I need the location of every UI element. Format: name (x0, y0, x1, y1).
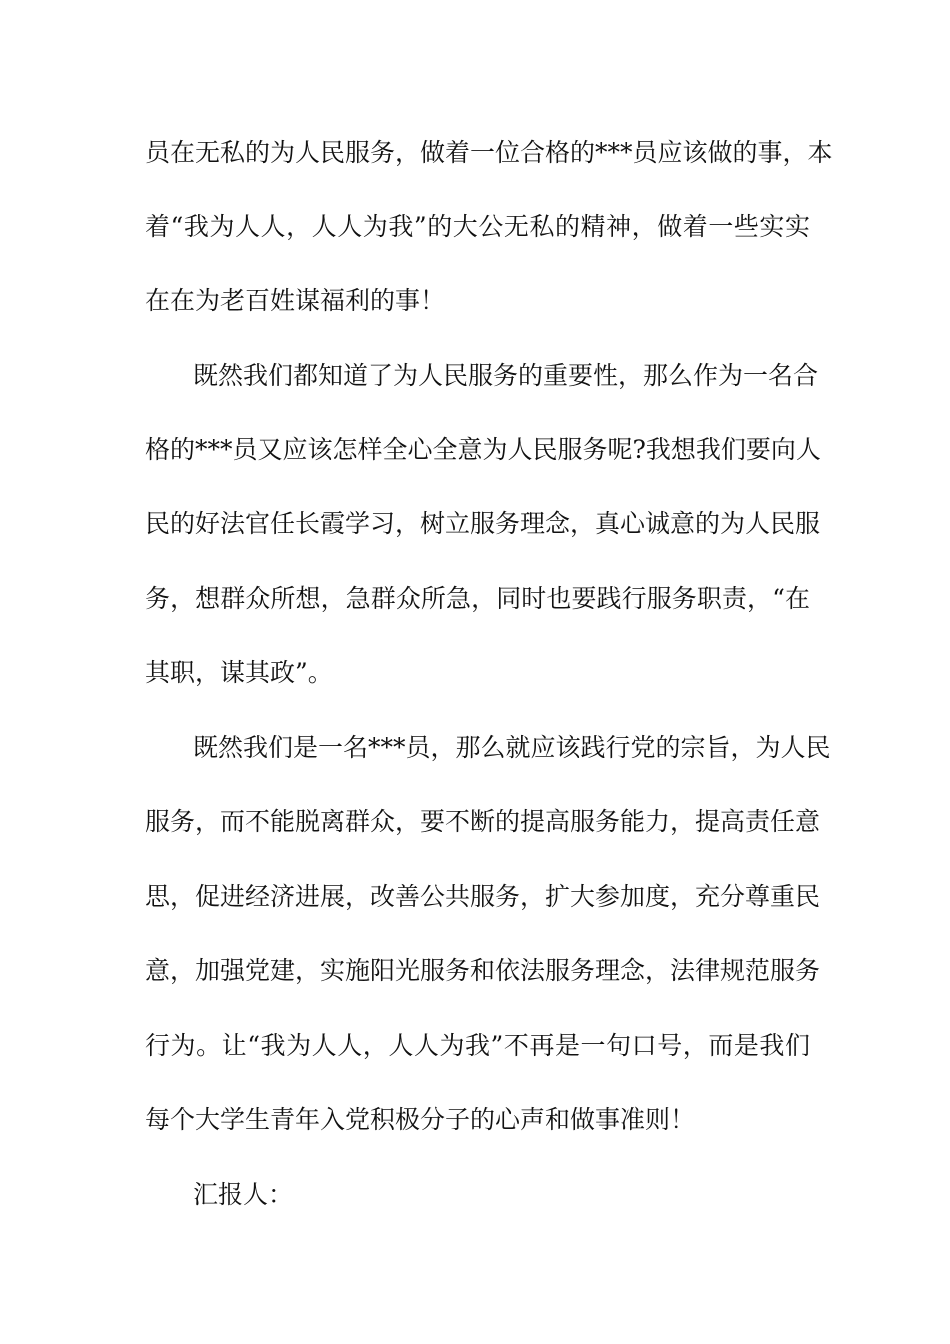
text-line: 格的***员又应该怎样全心全意为人民服务呢?我想我们要向人 (145, 435, 821, 464)
text-line: 既然我们都知道了为人民服务的重要性，那么作为一名合 (193, 361, 819, 390)
text-line: 既然我们是一名***员，那么就应该践行党的宗旨，为人民 (193, 733, 831, 762)
text-line: 意，加强党建，实施阳光服务和依法服务理念，法律规范服务 (145, 956, 821, 985)
text-line: 其职，谋其政”。 (145, 658, 333, 687)
text-line: 民的好法官任长霞学习，树立服务理念，真心诚意的为人民服 (145, 509, 821, 538)
text-line: 思，促进经济进展，改善公共服务，扩大参加度，充分尊重民 (145, 882, 821, 911)
text-line: 员在无私的为人民服务，做着一位合格的***员应该做的事，本 (145, 138, 833, 167)
text-line: 着“我为人人，人人为我”的大公无私的精神，做着一些实实 (145, 212, 810, 241)
text-line: 每个大学生青年入党积极分子的心声和做事准则！ (145, 1105, 696, 1134)
signature-label: 汇报人： (193, 1180, 294, 1209)
text-line: 在在为老百姓谋福利的事！ (145, 286, 446, 315)
text-line: 服务，而不能脱离群众，要不断的提高服务能力，提高责任意 (145, 807, 821, 836)
text-line: 务，想群众所想，急群众所急，同时也要践行服务职责，“在 (145, 584, 810, 613)
text-line: 行为。让“我为人人，人人为我”不再是一句口号，而是我们 (145, 1031, 810, 1060)
